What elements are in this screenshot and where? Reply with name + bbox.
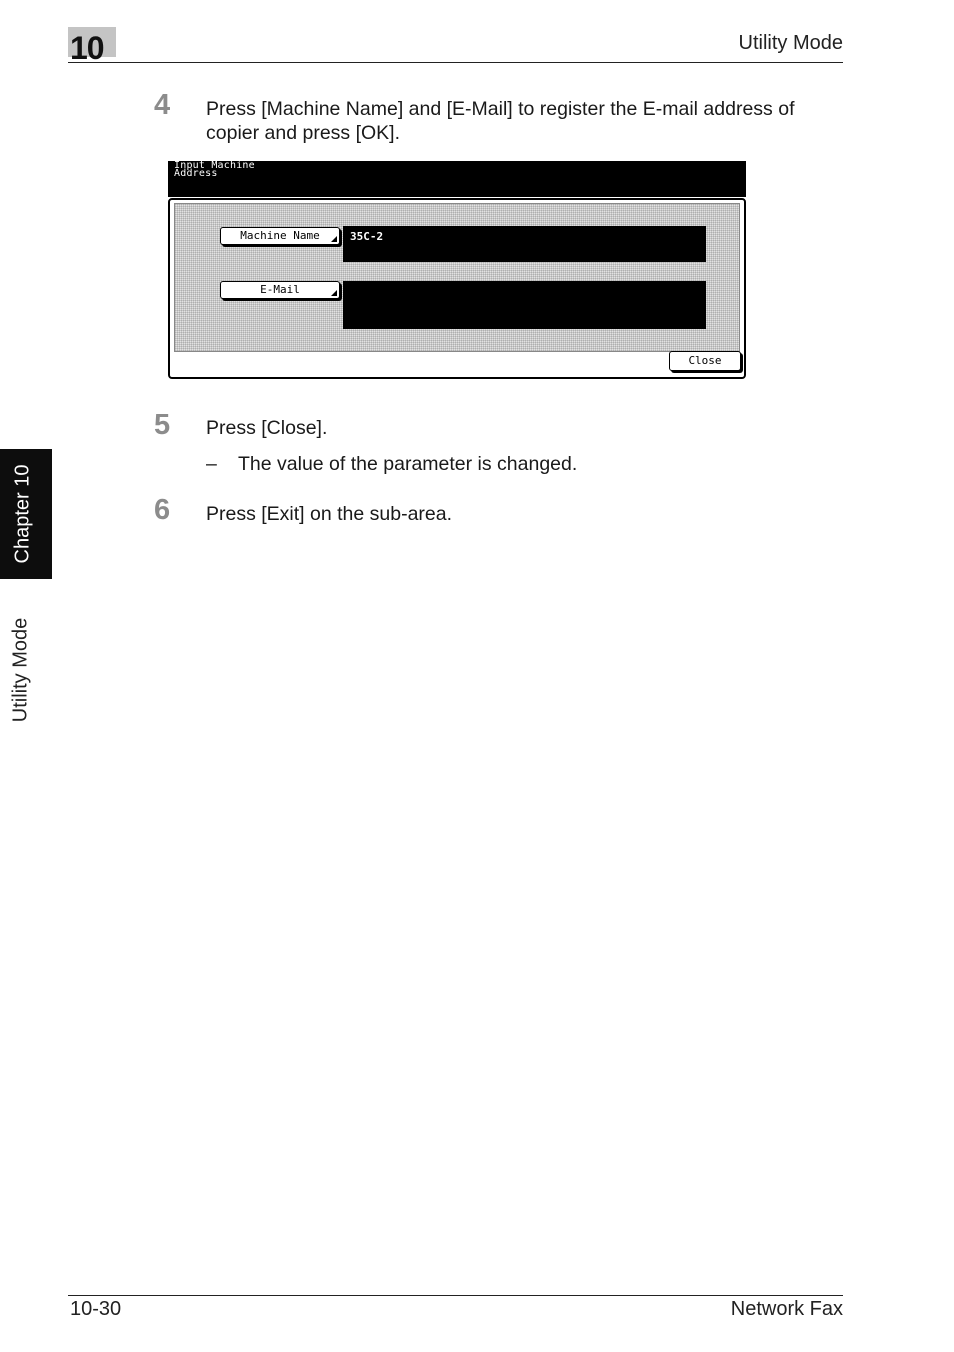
step-5-number: 5 xyxy=(154,409,171,441)
header-divider xyxy=(68,62,843,63)
machine-name-button[interactable] xyxy=(220,227,340,245)
screen-title-bar xyxy=(168,161,746,197)
step-5-note xyxy=(206,452,577,476)
key-corner-icon xyxy=(331,290,337,296)
header-title: Utility Mode xyxy=(738,32,843,54)
machine-name-button-label: Machine Name xyxy=(240,229,320,242)
step-6-text: Press [Exit] on the sub-area. xyxy=(206,503,453,525)
screen-body xyxy=(168,198,746,379)
machine-name-field[interactable]: 35C-2 xyxy=(343,226,706,262)
step-4-text: Press [Machine Name] and [E-Mail] to register the E-mail address of copier and press [OK]. xyxy=(206,98,795,144)
email-field[interactable] xyxy=(343,281,706,329)
step-6-number: 6 xyxy=(154,494,171,526)
footer-divider xyxy=(68,1295,843,1296)
note-dash: – xyxy=(206,453,217,475)
close-button[interactable]: Close xyxy=(669,351,741,371)
screen-form-area xyxy=(174,203,740,352)
side-chapter-label: Chapter 10 xyxy=(11,464,34,564)
footer-section: Network Fax xyxy=(730,1298,843,1320)
step-5-note-text: The value of the parameter is changed. xyxy=(238,453,578,475)
step-4-number: 4 xyxy=(154,89,171,121)
key-corner-icon xyxy=(331,236,337,242)
side-section-label: Utility Mode xyxy=(9,617,32,723)
step-5-text: Press [Close]. xyxy=(206,417,328,439)
email-button-label: E-Mail xyxy=(260,283,300,296)
page-number: 10-30 xyxy=(70,1298,122,1320)
screen-title: Input Machine Address xyxy=(174,160,255,179)
email-button[interactable] xyxy=(220,281,340,299)
machine-address-screen xyxy=(168,161,746,379)
chapter-number: 10 xyxy=(70,30,104,66)
